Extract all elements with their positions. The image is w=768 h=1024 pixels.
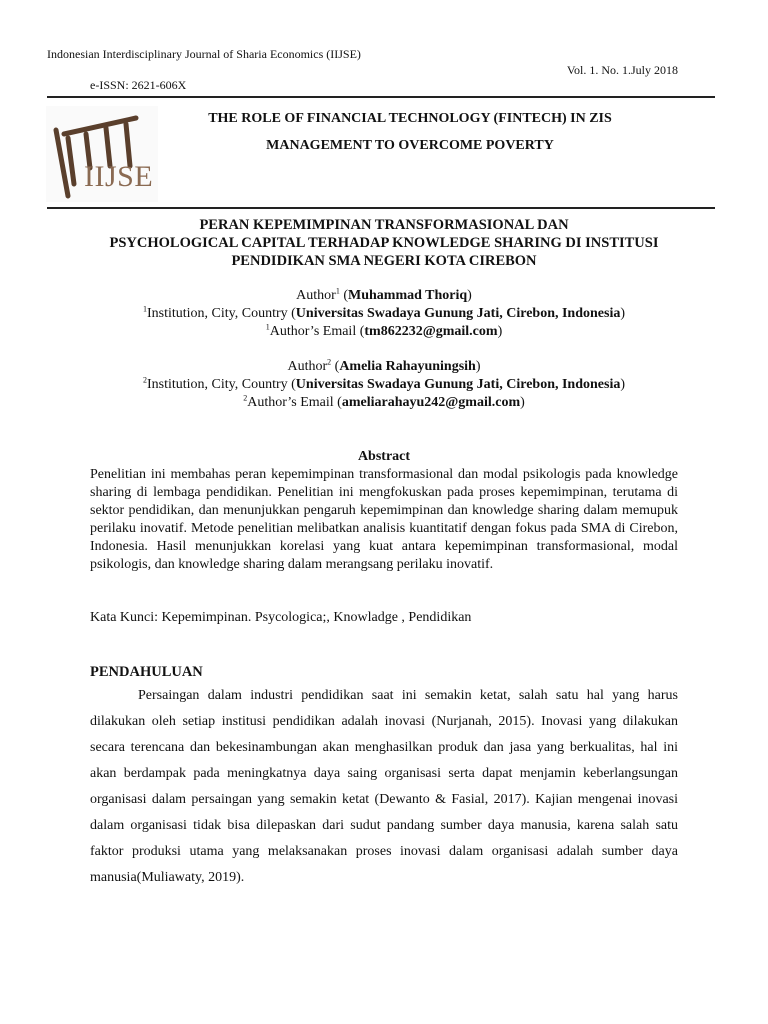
keywords: Kata Kunci: Kepemimpinan. Psycologica;, Knowladge , Pendidikan bbox=[90, 610, 472, 625]
eissn: e-ISSN: 2621-606X bbox=[90, 78, 187, 92]
volume-info: Vol. 1. No. 1.July 2018 bbox=[566, 63, 678, 77]
institution-line: $^2$Institution, City, Country (Universitas Swadaya Gunung Jati, Cirebon, Indonesia) bbox=[142, 375, 626, 392]
section-heading-pendahuluan: PENDAHULUAN bbox=[90, 664, 203, 680]
email-sup: 1 bbox=[265, 322, 270, 332]
email-label: Author’s Email bbox=[269, 324, 357, 339]
author-line: Author$^2$ (Amelia Rahayuningsih) bbox=[287, 357, 481, 374]
institution-line: $^1$Institution, City, Country (Universitas Swadaya Gunung Jati, Cirebon, Indonesia) bbox=[142, 304, 626, 321]
author-line: Author$^1$ (Muhammad Thoriq) bbox=[296, 286, 472, 303]
author-email: tm862232@gmail.com bbox=[364, 324, 498, 339]
author-sup: 1 bbox=[335, 286, 340, 296]
journal-logo bbox=[46, 106, 158, 202]
abstract-heading: Abstract bbox=[357, 449, 411, 464]
institution-name: Universitas Swadaya Gunung Jati, Cirebon, Indonesia bbox=[295, 306, 621, 321]
author-block-2 bbox=[70, 358, 698, 412]
paper-title-line1: PERAN KEPEMIMPINAN TRANSFORMASIONAL DAN bbox=[199, 217, 569, 233]
logo-text: IIJSE bbox=[84, 160, 154, 193]
institution-label: Institution, City, Country bbox=[146, 306, 288, 321]
journal-name: Indonesian Interdisciplinary Journal of Sharia Economics (IIJSE) bbox=[47, 47, 361, 61]
author-name: Muhammad Thoriq bbox=[348, 288, 468, 303]
header-rule-top bbox=[47, 96, 715, 98]
email-label: Author’s Email bbox=[247, 395, 334, 410]
journal-article-title-line2: MANAGEMENT TO OVERCOME POVERTY bbox=[266, 138, 554, 153]
email-line: $^2$Author’s Email (ameliarahayu242@gmail.com) bbox=[243, 393, 525, 410]
author-name: Amelia Rahayuningsih bbox=[339, 359, 476, 374]
author-label: Author bbox=[296, 288, 336, 303]
institution-name: Universitas Swadaya Gunung Jati, Cirebon, Indonesia bbox=[295, 377, 621, 392]
paper-title-line3: PENDIDIKAN SMA NEGERI KOTA CIREBON bbox=[231, 253, 537, 269]
author-sup: 2 bbox=[327, 357, 332, 367]
institution-label: Institution, City, Country bbox=[146, 377, 288, 392]
email-sup: 2 bbox=[243, 393, 248, 403]
author-block-1 bbox=[70, 287, 698, 341]
abstract-body: Penelitian ini membahas peran kepemimpinan transformasional dan modal psikologis pada knowledge sharing di lembaga pendidikan. Penelitian ini mengfokuskan pada proses kepemimpinan, terutama di sektor pendidikan, dan menunjukkan pengaruh kepemimpinan dan knowledge sharing dalam memupuk perilaku inovatif. Metode penelitian melibatkan analisis kuantitatif dengan fokus pada SMA di Cirebon, Indonesia. Hasil menunjukkan korelasi yang kuat antara kepemimpinan transformasional, modal psikologis, dan knowledge sharing dalam merangsang perilaku inovatif. bbox=[90, 467, 678, 572]
institution-sup: 2 bbox=[142, 375, 147, 385]
journal-article-title-line1: THE ROLE OF FINANCIAL TECHNOLOGY (FINTECH) IN ZIS bbox=[208, 111, 612, 126]
author-label: Author bbox=[287, 359, 328, 374]
header-rule-bottom bbox=[47, 207, 715, 209]
institution-sup: 1 bbox=[142, 304, 147, 314]
author-email: ameliarahayu242@gmail.com bbox=[341, 395, 521, 410]
email-line: $^1$Author’s Email (tm862232@gmail.com) bbox=[265, 322, 503, 339]
intro-paragraph: Persaingan dalam industri pendidikan saat ini semakin ketat, salah satu hal yang harus dilakukan oleh setiap institusi pendidikan adalah inovasi (Nurjanah, 2015). Inovasi yang dilakukan secara terencana dan bekesinambungan akan menghasilkan produk dan jasa yang berkualitas, hal ini akan berdampak pada meningkatnya daya saing organisasi serta dapat menjamin keberlangsungan organisasi dalam persaingan yang semakin ketat (Dewanto & Fasial, 2017). Kajian mengenai inovasi dalam organisasi tidak bisa dilepaskan dari sudut pandang sumber daya manusia, karena salah satu faktor produksi utama yang melaksanakan proses inovasi dalam organisasi adalah sumber daya manusia(Muliawaty, 2019). bbox=[90, 688, 678, 885]
paper-title-line2: PSYCHOLOGICAL CAPITAL TERHADAP KNOWLEDGE SHARING DI INSTITUSI bbox=[109, 235, 659, 251]
